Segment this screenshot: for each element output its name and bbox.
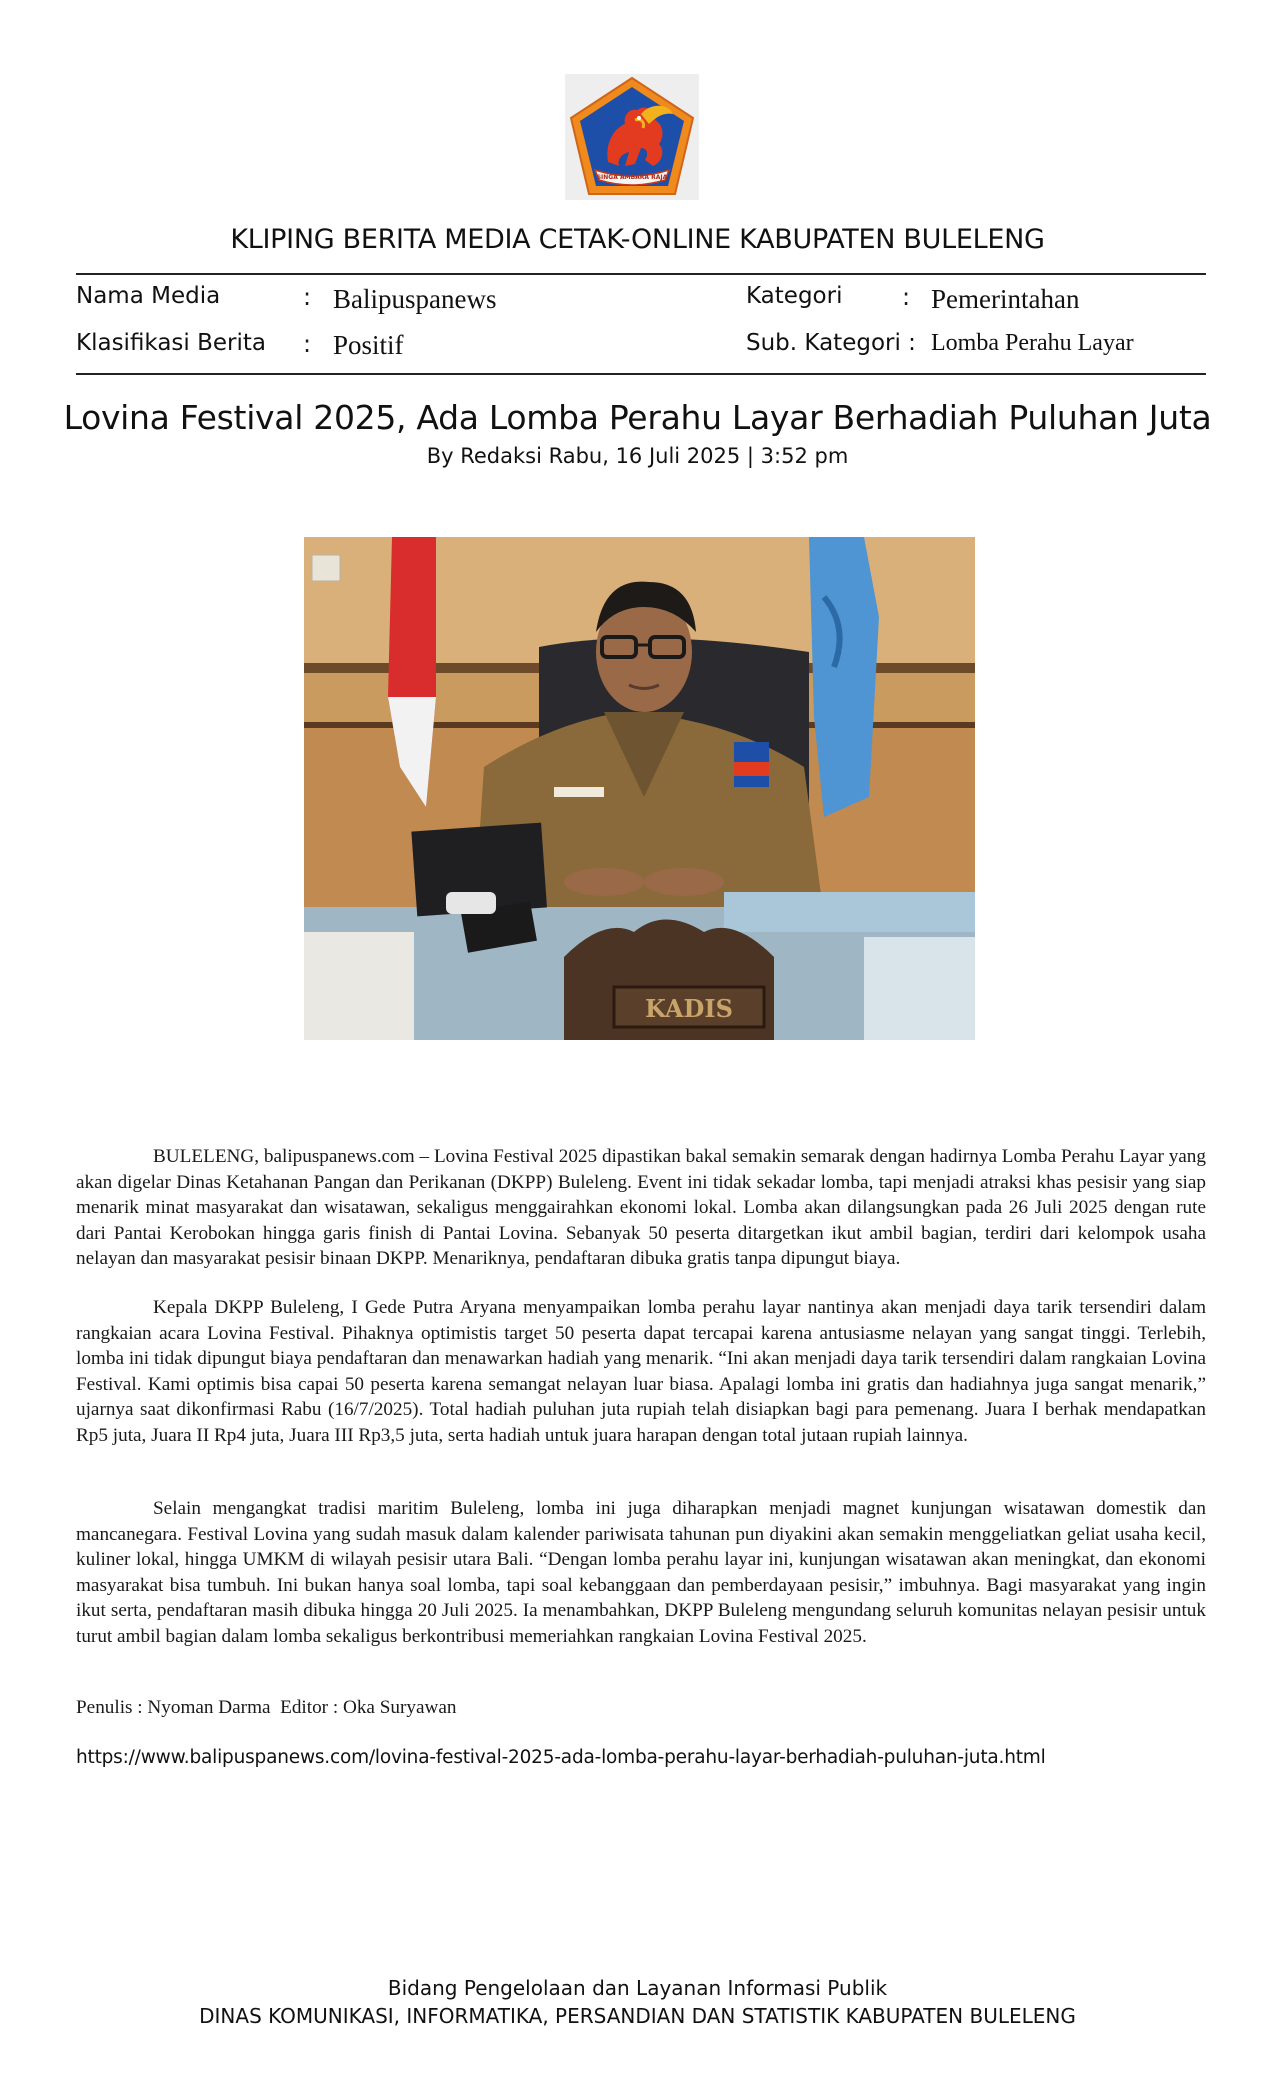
paragraph-text: Selain mengangkat tradisi maritim Buleleng, lomba ini juga diharapkan menjadi magnet kunjungan wisatawan domestik dan mancanegara. Festival Lovina yang sudah masuk dalam kalender pariwisata tahunan pun diyakini akan semakin menggeliatkan geliat usaha kecil, kuliner lokal, hingga UMKM di wilayah pesisir utara Bali. “Dengan lomba perahu layar ini, kunjungan wisatawan akan meningkat, dan ekonomi masyarakat bisa tumbuh. Ini bukan hanya soal lomba, tapi soal kebanggaan dan pemberdayaan pesisir,” imbuhnya. Bagi masyarakat yang ingin ikut serta, pendaftaran masih dibuka hingga 20 Juli 2025. Ia menambahkan, DKPP Buleleng mengundang seluruh komunitas nelayan pesisir untuk turut ambil bagian dalam lomba sekaligus berkontribusi memeriahkan rangkaian Lovina Festival 2025. [76, 1498, 1206, 1647]
subkategori-value: Lomba Perahu Layar [931, 330, 1134, 356]
svg-text:SINGA AMBARA RAJA: SINGA AMBARA RAJA [596, 174, 668, 181]
kategori-value: Pemerintahan [931, 284, 1080, 314]
klasifikasi-value: Positif [333, 330, 404, 360]
meta-divider [76, 373, 1206, 375]
kategori-label: Kategori [746, 283, 843, 309]
article-paragraph-1 [76, 1144, 1206, 1272]
paragraph-text: Kepala DKPP Buleleng, I Gede Putra Aryana menyampaikan lomba perahu layar nantinya akan menjadi daya tarik tersendiri dalam rangkaian acara Lovina Festival. Pihaknya optimistis target 50 peserta dapat tercapai karena antusiasme nelayan yang sangat tinggi. Terlebih, lomba ini tidak dipungut biaya pendaftaran dan menawarkan hadiah yang menarik. “Ini akan menjadi daya tarik tersendiri dalam rangkaian Lovina Festival. Kami optimis bisa capai 50 peserta karena semangat nelayan luar biasa. Apalagi lomba ini gratis dan hadiahnya juga sangat menarik,” ujarnya saat dikonfirmasi Rabu (16/7/2025). Total hadiah puluhan juta rupiah telah disiapkan bagi para pemenang. Juara I berhak mendapatkan Rp5 juta, Juara II Rp4 juta, Juara III Rp3,5 juta, serta hadiah untuk juara harapan dengan total jutaan rupiah lainnya. [76, 1297, 1206, 1446]
article-byline: By Redaksi Rabu, 16 Juli 2025 | 3:52 pm [426, 444, 849, 468]
singa-ambara-raja-crest-icon [565, 74, 699, 200]
subkategori-label: Sub. Kategori : [746, 330, 916, 356]
header-divider [76, 273, 1206, 275]
footer-division: Bidang Pengelolaan dan Layanan Informasi Publik [387, 1976, 888, 2000]
media-colon: : [303, 283, 312, 311]
article-headline: Lovina Festival 2025, Ada Lomba Perahu Layar Berhadiah Puluhan Juta [63, 398, 1212, 437]
article-photo [304, 537, 975, 1040]
source-link[interactable]: https://www.balipuspanews.com/lovina-festival-2025-ada-lomba-perahu-layar-berhadiah-puluhan-juta.html [76, 1747, 1046, 1768]
klasifikasi-label: Klasifikasi Berita [76, 330, 267, 356]
document-title: KLIPING BERITA MEDIA CETAK-ONLINE KABUPATEN BULELENG [230, 224, 1045, 255]
paragraph-text: BULELENG, balipuspanews.com – Lovina Festival 2025 dipastikan bakal semakin semarak dengan hadirnya Lomba Perahu Layar yang akan digelar Dinas Ketahanan Pangan dan Perikanan (DKPP) Buleleng. Event ini tidak sekadar lomba, tapi menjadi atraksi khas pesisir yang siap menarik minat masyarakat dan wisatawan, sekaligus menggairahkan ekonomi lokal. Lomba akan dilangsungkan pada 26 Juli 2025 dengan rute dari Pantai Kerobokan hingga garis finish di Pantai Lovina. Sebanyak 50 peserta ditargetkan ikut ambil bagian, terdiri dari kelompok usaha nelayan dan masyarakat pesisir binaan DKPP. Menariknya, pendaftaran dibuka gratis tanpa dipungut biaya. [76, 1146, 1206, 1269]
article-paragraph-2 [76, 1295, 1206, 1448]
article-credits: Penulis : Nyoman Darma Editor : Oka Suryawan [76, 1697, 457, 1718]
article-paragraph-3 [76, 1496, 1206, 1649]
footer-agency: DINAS KOMUNIKASI, INFORMATIKA, PERSANDIAN DAN STATISTIK KABUPATEN BULELENG [199, 2004, 1076, 2028]
media-label: Nama Media [76, 283, 221, 309]
kategori-colon: : [902, 283, 911, 311]
nameplate-text: KADIS [645, 994, 733, 1023]
klasifikasi-colon: : [303, 330, 312, 358]
media-value: Balipuspanews [333, 284, 497, 314]
